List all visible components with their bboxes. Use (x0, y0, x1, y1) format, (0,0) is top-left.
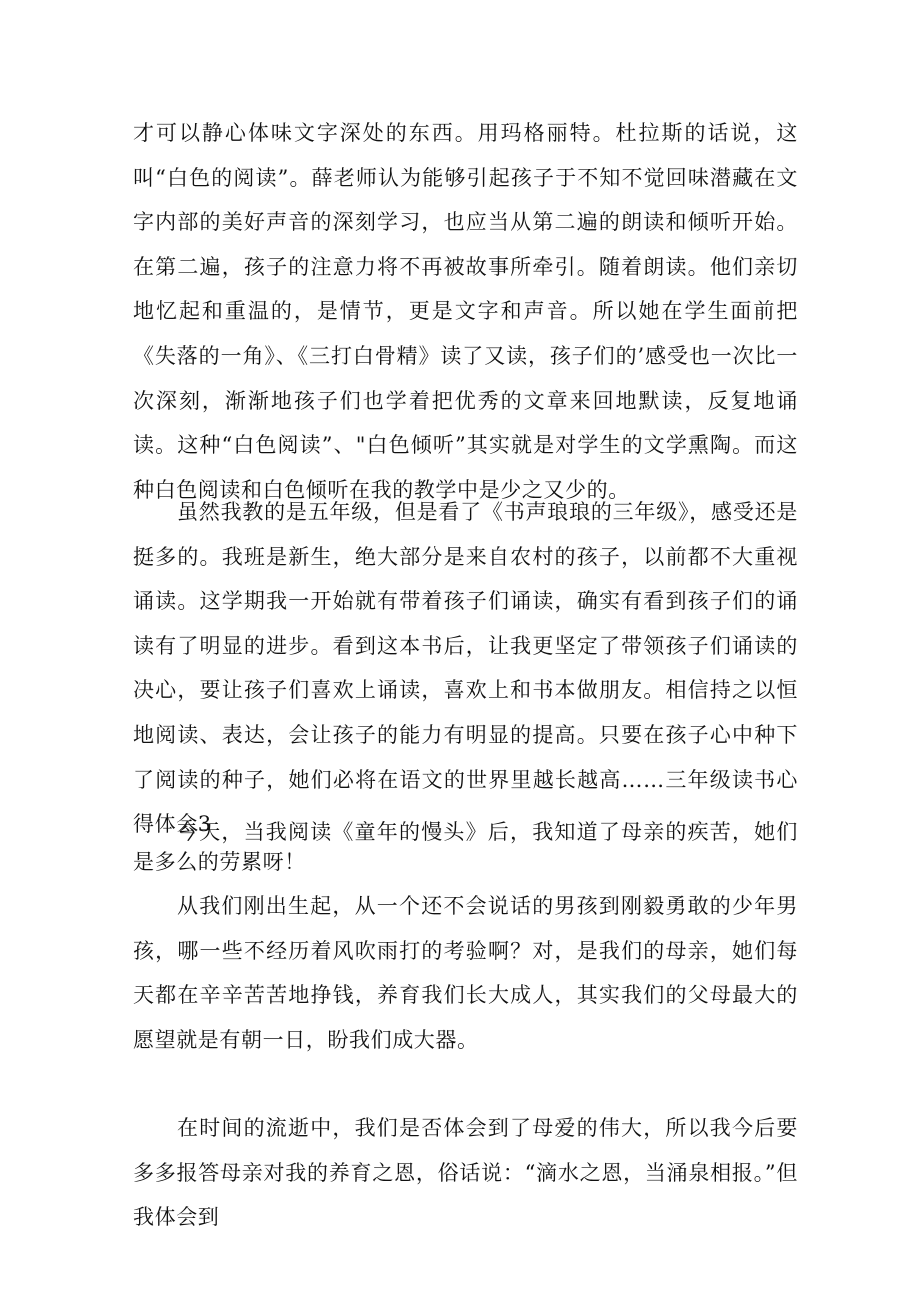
paragraph-steamed-bun: 今天，当我阅读《童年的慢头》后，我知道了母亲的疾苦，她们是多么的劳累呀！ (133, 820, 798, 874)
paragraph-white-reading: 才可以静心体味文字深处的东西。用玛格丽特。杜拉斯的话说，这叫“白色的阅读”。薛老师认为能够引起孩子于不知不觉回味潜藏在文字内部的美好声音的深刻学习，也应当从第二遍的朗读和倾听开始。在第二遍，孩子的注意力将不再被故事所牵引。随着朗读。他们亲切地忆起和重温的，是情节，更是文字和声音。所以她在学生面前把《失落的一角》、《三打白骨精》读了又读，孩子们的’感受也一次比一次深刻，渐渐地孩子们也学着把优秀的文章来回地默读，反复地诵读。这种“白色阅读”、"白色倾听”其实就是对学生的文学熏陶。而这种白色阅读和白色倾听在我的教学中是少之又少的。 (133, 121, 798, 502)
section-heading-line: 越长越高……三年级读书心得体会3 (133, 767, 798, 837)
paragraph-fifth-grade (133, 490, 798, 847)
paragraph-fifth-grade-body: 虽然我教的是五年级，但是看了《书声琅琅的三年级》，感受还是挺多的。我班是新生，绝大部分是来自农村的孩子，以前都不大重视诵读。这学期我一开始就有带着孩子们诵读，确实有看到孩子们的诵读有了明显的进步。看到这本书后，让我更坚定了带领孩子们诵读的决心，要让孩子们喜欢上诵读，喜欢上和书本做朋友。相信持之以恒地阅读、表达，会让孩子的能力有明显的提高。只要在孩子心中种下了阅读的种子，她们必将在语文的世界里 (133, 500, 798, 792)
paragraph-mother-love: 在时间的流逝中，我们是否体会到了母爱的伟大，所以我今后要多多报答母亲对我的养育之恩，俗话说：“滴水之恩，当涌泉相报。”但我体会到 (133, 1116, 798, 1230)
paragraph-mother-work: 从我们刚出生起，从一个还不会说话的男孩到刚毅勇敢的少年男孩，哪一些不经历着风吹雨打的考验啊？对，是我们的母亲，她们每天都在辛辛苦苦地挣钱，养育我们长大成人，其实我们的父母最大的愿望就是有朝一日，盼我们成大器。 (133, 894, 798, 1052)
